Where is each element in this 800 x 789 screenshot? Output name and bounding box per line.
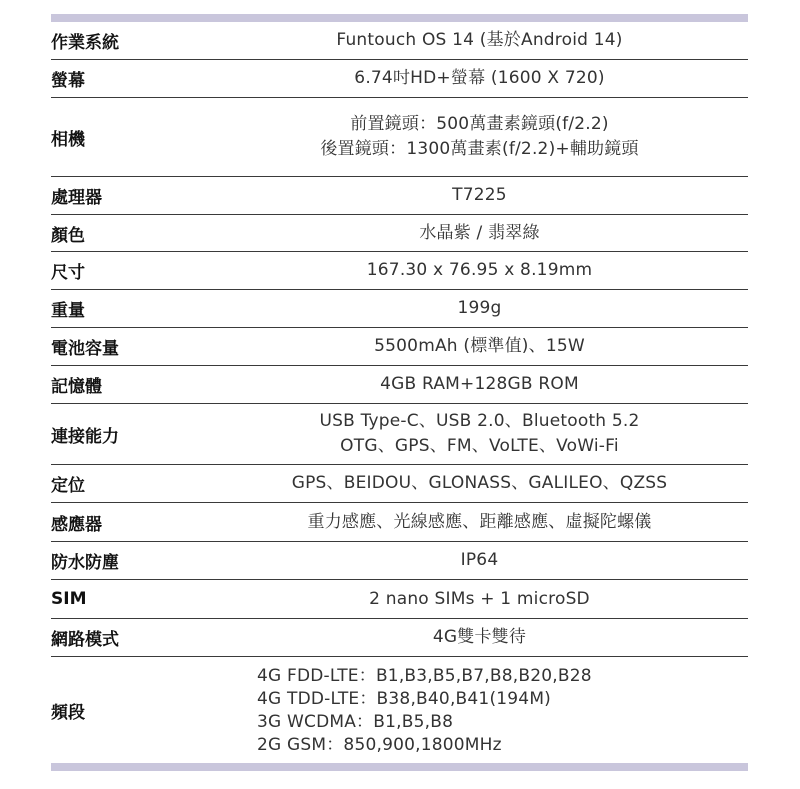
spec-row-network-mode (51, 619, 748, 657)
spec-value-line: 2 nano SIMs + 1 microSD (369, 588, 590, 609)
spec-row-sim (51, 580, 748, 619)
spec-value-line: IP64 (460, 550, 499, 570)
spec-value (211, 328, 748, 366)
spec-value-line: 重力感應、光線感應、距離感應、虛擬陀螺儀 (307, 511, 652, 532)
spec-row-water-resistance (51, 542, 748, 580)
spec-value-line: Funtouch OS 14 (基於Android 14) (336, 30, 623, 50)
spec-row-positioning (51, 465, 748, 503)
spec-value (211, 22, 748, 60)
spec-value-line: 5500mAh (標準值)、15W (374, 336, 585, 356)
spec-value-line: 4G FDD-LTE：B1,B3,B5,B7,B8,B20,B28 (257, 665, 592, 686)
spec-row-battery (51, 328, 748, 366)
spec-value-line: 4G TDD-LTE：B38,B40,B41(194M) (257, 688, 552, 709)
spec-row-sensors (51, 503, 748, 542)
spec-label: 螢幕 (51, 60, 211, 98)
spec-label: 連接能力 (51, 404, 211, 465)
spec-value (211, 542, 748, 580)
spec-value-line: OTG、GPS、FM、VoLTE、VoWi-Fi (340, 436, 619, 456)
top-accent-bar (51, 14, 748, 22)
spec-label: 定位 (51, 465, 211, 503)
spec-value-line: 6.74吋HD+螢幕 (1600 X 720) (354, 68, 605, 88)
spec-row-color (51, 215, 748, 252)
spec-value-line: 4GB RAM+128GB ROM (380, 374, 579, 394)
spec-row-screen (51, 60, 748, 98)
spec-value (211, 290, 748, 328)
spec-value (211, 177, 748, 215)
spec-value-line: 3G WCDMA：B1,B5,B8 (257, 711, 454, 732)
spec-label: 尺寸 (51, 252, 211, 290)
spec-label: 顏色 (51, 215, 211, 252)
spec-label: 重量 (51, 290, 211, 328)
spec-value (211, 503, 748, 542)
spec-label: 電池容量 (51, 328, 211, 366)
spec-label: 作業系統 (51, 22, 211, 60)
spec-value (211, 60, 748, 98)
spec-row-bands (51, 657, 748, 765)
spec-value (211, 657, 748, 765)
spec-label: 頻段 (51, 703, 85, 723)
spec-value-line: 167.30 x 76.95 x 8.19mm (366, 260, 593, 280)
spec-label: 防水防塵 (51, 542, 211, 580)
spec-label: 記憶體 (51, 366, 211, 404)
spec-table (51, 22, 748, 764)
spec-value (211, 404, 748, 465)
spec-row-os (51, 22, 748, 60)
spec-value-line: 水晶紫 / 翡翠綠 (419, 222, 540, 243)
spec-value-line: 前置鏡頭：500萬畫素鏡頭(f/2.2) (350, 114, 609, 134)
bottom-accent-bar (51, 763, 748, 771)
spec-row-camera (51, 98, 748, 177)
spec-label: 相機 (51, 98, 211, 177)
spec-row-connectivity (51, 404, 748, 465)
spec-label: SIM (51, 580, 211, 619)
spec-value-line: GPS、BEIDOU、GLONASS、GALILEO、QZSS (291, 473, 668, 493)
spec-label: 網路模式 (51, 619, 211, 657)
spec-value (211, 98, 748, 177)
spec-value (211, 215, 748, 252)
spec-label: 感應器 (51, 503, 211, 542)
spec-row-dimensions (51, 252, 748, 290)
spec-value (211, 580, 748, 619)
spec-row-weight (51, 290, 748, 328)
spec-value (211, 252, 748, 290)
spec-row-memory (51, 366, 748, 404)
spec-value-line: USB Type-C、USB 2.0、Bluetooth 5.2 (319, 411, 640, 431)
spec-row-processor (51, 177, 748, 215)
spec-value-line: 199g (457, 298, 502, 318)
spec-value (211, 619, 748, 657)
spec-value-line: 後置鏡頭：1300萬畫素(f/2.2)+輔助鏡頭 (320, 139, 639, 159)
spec-value-line: 2G GSM：850,900,1800MHz (257, 734, 502, 755)
spec-value (211, 366, 748, 404)
spec-value-line: 4G雙卡雙待 (432, 627, 527, 647)
spec-label: 處理器 (51, 177, 211, 215)
spec-value-line: T7225 (452, 185, 507, 205)
spec-value (211, 465, 748, 503)
